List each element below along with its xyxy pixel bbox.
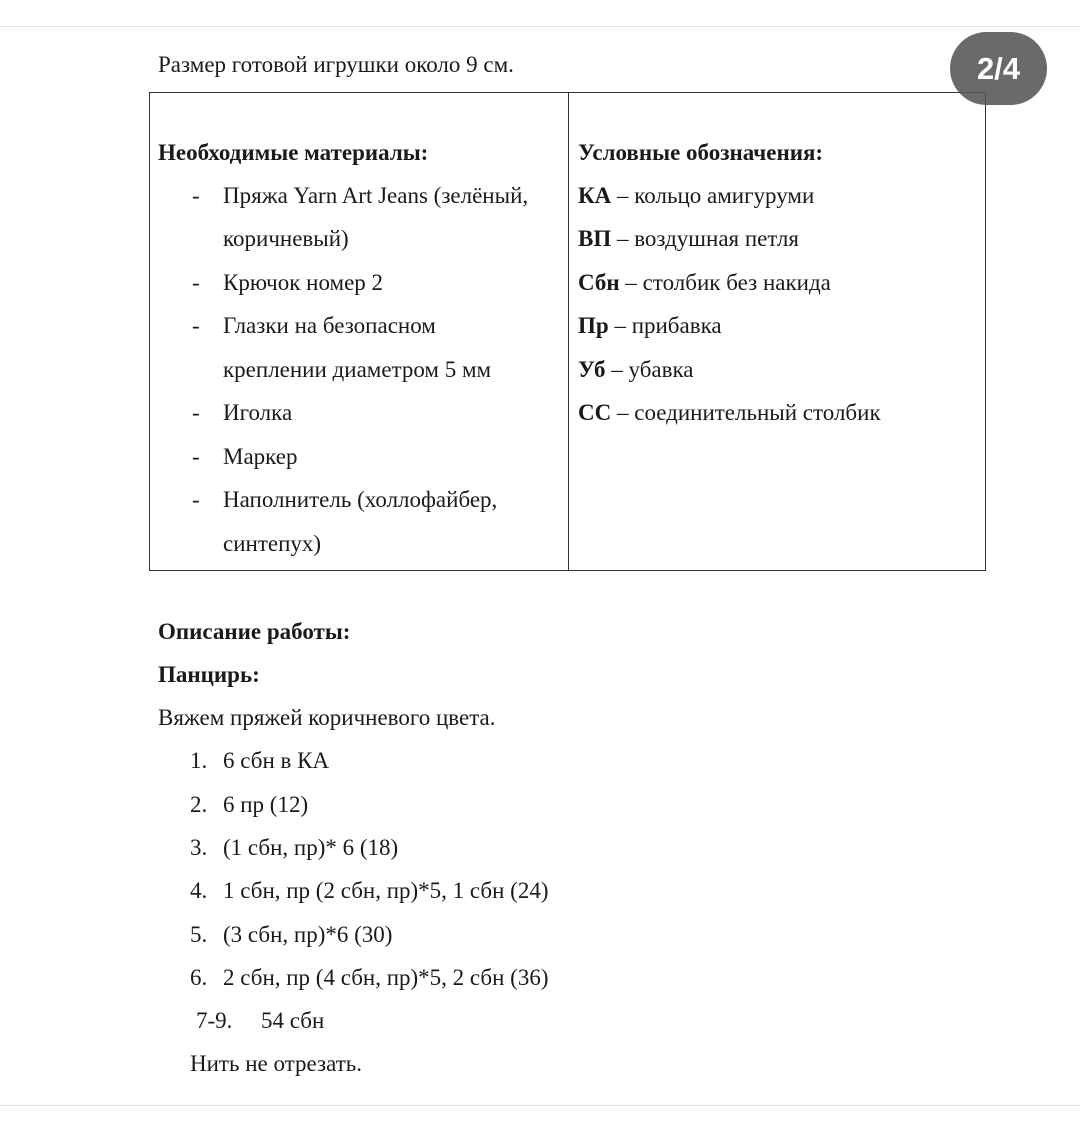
materials-heading: Необходимые материалы: [158, 140, 429, 165]
legend-heading: Условные обозначения: [578, 140, 824, 165]
row-text: 6 сбн в КА [223, 748, 330, 773]
legend-desc: – воздушная петля [611, 226, 799, 251]
material-item-marker: Маркер [223, 444, 298, 469]
list-dash: - [192, 183, 200, 208]
material-item-eyes-line1: Глазки на безопасном [223, 313, 436, 338]
legend-desc: – убавка [605, 357, 694, 382]
row-text-range: 54 сбн [261, 1008, 325, 1033]
legend-item-ka [578, 182, 814, 210]
row-text: 2 сбн, пр (4 сбн, пр)*5, 2 сбн (36) [223, 965, 549, 990]
list-dash: - [192, 487, 200, 512]
legend-desc: – прибавка [608, 313, 722, 338]
legend-item-vp [578, 225, 799, 253]
yarn-note: Вяжем пряжей коричневого цвета. [158, 705, 496, 730]
material-item-hook: Крючок номер 2 [223, 270, 384, 295]
material-item-yarn-line2: коричневый) [223, 226, 349, 251]
intro-text: Размер готовой игрушки около 9 см. [158, 52, 514, 77]
table-divider [568, 93, 569, 570]
legend-item-ss [578, 399, 881, 427]
row-text: 1 сбн, пр (2 сбн, пр)*5, 1 сбн (24) [223, 878, 549, 903]
material-item-filler-line2: синтепух) [223, 531, 322, 556]
list-dash: - [192, 400, 200, 425]
legend-item-ub [578, 356, 694, 384]
row-number: 2. [190, 792, 208, 817]
row-number: 4. [190, 878, 208, 903]
legend-abbr: Сбн [578, 270, 620, 295]
material-item-needle: Иголка [223, 400, 293, 425]
list-dash: - [192, 270, 200, 295]
legend-item-pr [578, 312, 722, 340]
page-indicator-badge: 2/4 [950, 32, 1047, 105]
row-number-range: 7-9. [196, 1008, 233, 1033]
list-dash: - [192, 313, 200, 338]
description-heading: Описание работы: [158, 619, 351, 644]
legend-abbr: Пр [578, 313, 609, 338]
row-text: (1 сбн, пр)* 6 (18) [223, 835, 399, 860]
row-text: 6 пр (12) [223, 792, 309, 817]
legend-desc: – соединительный столбик [611, 400, 881, 425]
row-number: 5. [190, 922, 208, 947]
legend-abbr: Уб [578, 357, 606, 382]
legend-item-sbn [578, 269, 831, 297]
legend-abbr: КА [578, 183, 612, 208]
footer-note: Нить не отрезать. [190, 1051, 362, 1076]
row-number: 1. [190, 748, 208, 773]
list-dash: - [192, 444, 200, 469]
legend-desc: – кольцо амигуруми [611, 183, 815, 208]
material-item-eyes-line2: креплении диаметром 5 мм [223, 357, 492, 382]
row-number: 6. [190, 965, 208, 990]
legend-desc: – столбик без накида [619, 270, 831, 295]
row-text: (3 сбн, пр)*6 (30) [223, 922, 393, 947]
materials-legend-table [149, 92, 986, 571]
row-number: 3. [190, 835, 208, 860]
document-page [0, 26, 1080, 1106]
material-item-filler-line1: Наполнитель (холлофайбер, [223, 487, 498, 512]
legend-abbr: ВП [578, 226, 612, 251]
material-item-yarn-line1: Пряжа Yarn Art Jeans (зелёный, [223, 183, 529, 208]
shell-subheading: Панцирь: [158, 662, 260, 687]
legend-abbr: СС [578, 400, 612, 425]
